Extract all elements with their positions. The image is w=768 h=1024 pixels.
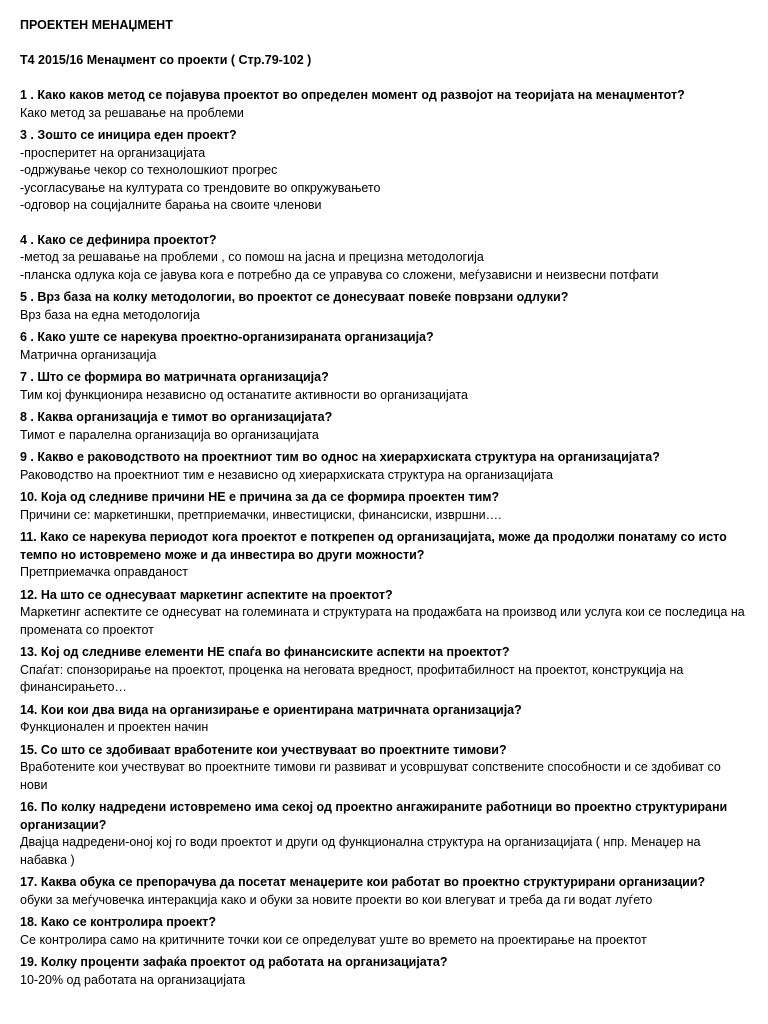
qa-item — [20, 742, 748, 795]
question-text: 4 . Како се дефинира проектот? — [20, 232, 217, 247]
answer-list-item: -одговор на социјалните барања на своите членови — [20, 198, 322, 212]
qa-item — [20, 369, 748, 404]
qa-item — [20, 529, 748, 582]
answer-text: Раководство на проектниот тим е независно од хиерархиската структура на организацијата — [20, 467, 553, 482]
answer-text: Се контролира само на критичните точки кои се определуват уште во времето на проектирање на проектот — [20, 932, 647, 947]
qa-item — [20, 449, 748, 484]
question-text: 15. Со што се здобиваат вработените кои учествуваат во проектните тимови? — [20, 742, 507, 757]
question-text: 7 . Што се формира во матричната организација? — [20, 370, 329, 384]
answer-list-item: -просперитет на организацијата — [20, 145, 206, 160]
qa-item — [20, 127, 748, 215]
document-subtitle: Т4 2015/16 Менаџмент со проекти ( Стр.79-102 ) — [20, 53, 312, 67]
question-text: 12. На што се однесуваат маркетинг аспектите на проектот? — [20, 587, 393, 602]
answer-text: Врз база на една методологија — [20, 307, 200, 322]
answer-text: Причини се: маркетиншки, претприемачки, инвестициски, финансиски, извршни…. — [20, 507, 502, 522]
qa-item — [20, 644, 748, 697]
answer-text: Функционален и проектен начин — [20, 720, 209, 734]
question-text: 9 . Какво е раководството на проектниот тим во однос на хиерархиската структура на организацијата? — [20, 450, 660, 464]
answer-text: Вработените кои учествуват во проектните тимови ги развиват и усовршуват сопствените способности и се здобиват со нови — [20, 760, 721, 792]
qa-item — [20, 954, 748, 989]
question-text: 13. Кој од следниве елементи НЕ спаѓа во финансиските аспекти на проектот? — [20, 645, 510, 659]
question-text: 14. Кои кои два вида на организирање е ориентирана матричната организација? — [20, 702, 522, 717]
answer-text: 10-20% од работата на организацијата — [20, 972, 246, 987]
question-text: 5 . Врз база на колку методологии, во проектот се донесуваат повеќе поврзани одлуки? — [20, 290, 569, 304]
question-text: 8 . Каква организација е тимот во организацијата? — [20, 410, 333, 424]
answer-text: Маркетинг аспектите се однесуват на големината и структурата на продажбата на производ или услуга кои се последица на промената со проектот — [20, 605, 745, 637]
answer-list — [20, 249, 748, 284]
answer-text: Тим кој функционира независно од останатите активности во организацијата — [20, 387, 468, 402]
question-text: 6 . Како уште се нарекува проектно-организираната организација? — [20, 330, 434, 344]
question-text: 16. По колку надредени истовремено има секој од проектно ангажираните работници во проектно структурирани организации? — [20, 800, 728, 832]
answer-list-item: -метод за решавање на проблеми , со помош на јасна и прецизна методологија — [20, 250, 484, 264]
answer-text: Како метод за решавање на проблеми — [20, 105, 244, 120]
document-title: ПРОЕКТЕН МЕНАЏМЕНТ — [20, 18, 173, 32]
qa-item — [20, 799, 748, 869]
qa-item — [20, 702, 748, 737]
qa-item — [20, 914, 748, 949]
answer-text: обуки за меѓучовечка интеракција како и обуки за новите проекти во кои влегуват и треба да ги водат луѓето — [20, 892, 653, 907]
qa-item — [20, 329, 748, 364]
answer-text: Матрична организација — [20, 347, 157, 362]
qa-item — [20, 489, 748, 524]
qa-item — [20, 289, 748, 324]
question-text: 10. Која од следниве причини НЕ е причина за да се формира проектен тим? — [20, 490, 500, 504]
answer-list-item: -усогласување на културата со трендовите во опкружувањето — [20, 180, 381, 195]
question-text: 11. Како се нарекува периодот кога проектот е поткрепен од организацијата, може да продолжи понатаму со исто темпо но истовремено може и да инвестира во други можности? — [20, 530, 727, 562]
qa-item — [20, 587, 748, 640]
qa-list — [20, 87, 748, 989]
answer-text: Двајца надредени-оној кој го води проектот и други од функционална структура на организацијата ( нпр. Менаџер на набавка ) — [20, 835, 701, 867]
answer-list — [20, 145, 748, 215]
answer-text: Претприемачка оправданост — [20, 565, 189, 579]
qa-item — [20, 232, 748, 285]
question-text: 18. Како се контролира проект? — [20, 915, 216, 929]
question-text: 19. Колку проценти зафаќа проектот од работата на организацијата? — [20, 955, 448, 969]
question-text: 3 . Зошто се иницира еден проект? — [20, 128, 237, 142]
answer-list-item: -планска одлука која се јавува кога е потребно да се управува со сложени, меѓузависни и неизвесни потфати — [20, 267, 659, 282]
answer-list-item: -одржување чекор со технолошкиот прогрес — [20, 163, 278, 177]
qa-item — [20, 87, 748, 122]
qa-item — [20, 409, 748, 444]
question-text: 17. Каква обука се препорачува да посетат менаџерите кои работат во проектно структурирани организации? — [20, 875, 706, 889]
question-text: 1 . Како каков метод се појавува проектот во определен момент од развојот на теоријата на менаџментот? — [20, 88, 685, 102]
answer-text: Тимот е паралелна организација во организацијата — [20, 427, 319, 442]
qa-item — [20, 874, 748, 909]
answer-text: Спаѓат: спонзорирање на проектот, проценка на неговата вредност, профитабилност на проектот, конструкција на финансирањето… — [20, 662, 684, 694]
